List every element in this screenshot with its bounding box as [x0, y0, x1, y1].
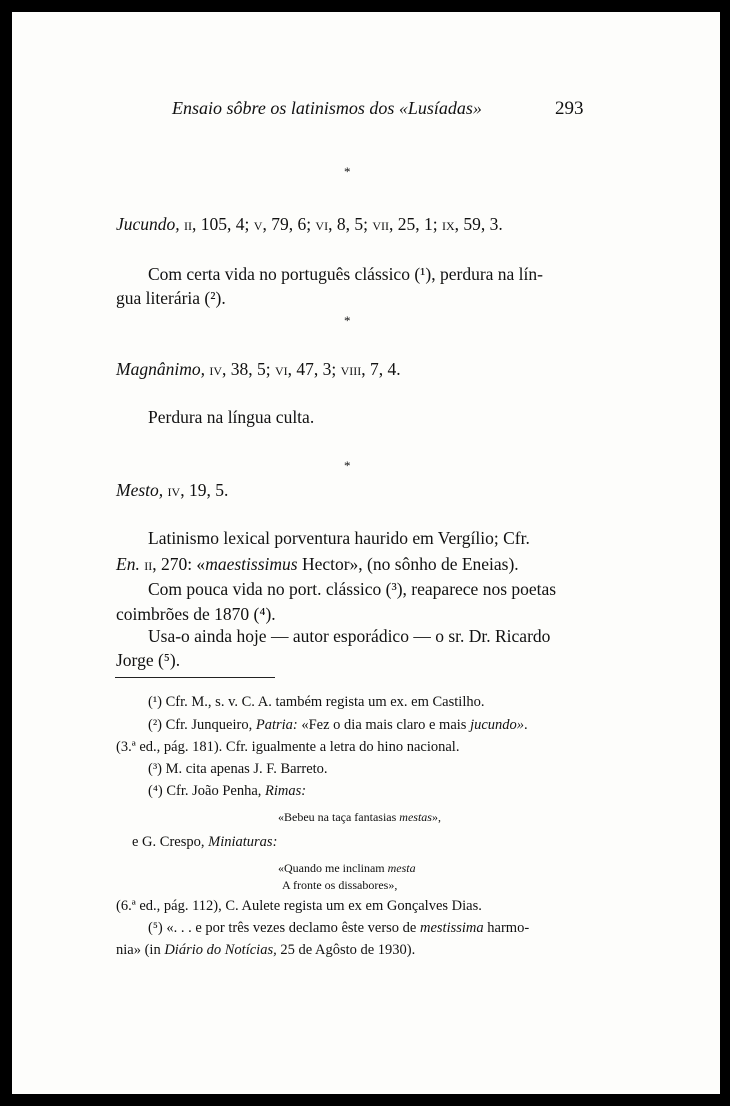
- text-run: 25 de Agôsto de 1930).: [276, 942, 416, 958]
- page-number: 293: [555, 98, 584, 119]
- work-title: Patria:: [255, 717, 298, 733]
- work-title: Miniaturas:: [208, 834, 278, 850]
- citation: iv, 19, 5.: [163, 480, 229, 500]
- entry-magnanimo-heading: [116, 359, 401, 380]
- text-run: «Quando me inclinam: [278, 861, 388, 875]
- verse-quote-2: [278, 861, 416, 876]
- paragraph-line: Com certa vida no português clássico (¹), perdura na lín-: [148, 264, 543, 284]
- section-asterisk: *: [344, 313, 351, 328]
- text-run: «Bebeu na taça fantasias: [278, 810, 400, 824]
- section-asterisk: *: [344, 458, 351, 473]
- work-title: Diário do Notícias,: [164, 942, 277, 958]
- work-title: En.: [116, 554, 140, 574]
- text-run: (⁵) «. . . e por três vezes declamo êste verso de: [148, 920, 420, 936]
- footnote-rule: [115, 677, 275, 678]
- paragraph-line: Jorge (⁵).: [116, 650, 181, 670]
- quoted-word: mesta: [387, 861, 416, 875]
- footnote-4-crespo: [132, 834, 277, 851]
- citation: ii, 105, 4; v, 79, 6; vi, 8, 5; vii, 25, 1; ix, 59, 3.: [179, 214, 503, 234]
- headword: Magnânimo,: [116, 359, 205, 379]
- footnote-2-cont: (3.ª ed., pág. 181). Cfr. igualmente a letra do hino nacional.: [116, 739, 460, 755]
- entry-mesto-heading: [116, 480, 228, 501]
- text-run: Hector», (no sônho de Eneias).: [297, 554, 519, 574]
- text-run: (²) Cfr. Junqueiro,: [148, 717, 256, 733]
- text-run: »,: [431, 810, 441, 824]
- footnote-5: [148, 920, 529, 937]
- citation: ii, 270: «: [139, 554, 206, 574]
- section-asterisk: *: [344, 164, 351, 179]
- running-title: Ensaio sôbre os latinismos dos «Lusíadas»: [172, 98, 482, 118]
- headword: Jucundo,: [116, 214, 180, 234]
- page: [12, 12, 720, 1094]
- footnote-1: (¹) Cfr. M., s. v. C. A. também regista um ex. em Castilho.: [148, 694, 485, 710]
- headword: Mesto,: [116, 480, 164, 500]
- footnote-2: [148, 717, 528, 734]
- text-run: e G. Crespo,: [132, 834, 209, 850]
- text-run: .: [524, 717, 528, 733]
- citation: iv, 38, 5; vi, 47, 3; viii, 7, 4.: [204, 359, 401, 379]
- footnote-5-cont: [116, 942, 415, 959]
- quoted-word: mestas: [399, 810, 432, 824]
- quoted-word: mestissima: [420, 920, 484, 936]
- paragraph-line: coimbrões de 1870 (⁴).: [116, 604, 276, 624]
- work-title: Rimas:: [265, 783, 307, 799]
- latin-quote: maestissimus: [205, 554, 298, 574]
- paragraph-line: gua literária (²).: [116, 288, 226, 308]
- text-run: harmo-: [483, 920, 530, 936]
- quoted-word: jucundo»: [470, 717, 525, 733]
- paragraph-line: Com pouca vida no port. clássico (³), reaparece nos poetas: [148, 579, 557, 599]
- entry-jucundo-heading: [116, 214, 503, 235]
- text-run: nia» (in: [116, 942, 165, 958]
- footnote-4-tail: (6.ª ed., pág. 112), C. Aulete regista um ex em Gonçalves Dias.: [116, 898, 482, 914]
- text-run: (⁴) Cfr. João Penha,: [148, 783, 266, 799]
- paragraph-line: [116, 554, 519, 575]
- footnote-4: [148, 783, 306, 800]
- paragraph-line: Perdura na língua culta.: [148, 407, 315, 427]
- verse-quote-2-line2: A fronte os dissabores»,: [282, 878, 398, 892]
- paragraph-line: Usa-o ainda hoje — autor esporádico — o sr. Dr. Ricardo: [148, 626, 551, 646]
- paragraph-line: Latinismo lexical porventura haurido em Vergílio; Cfr.: [148, 528, 530, 548]
- verse-quote-1: [278, 810, 441, 825]
- text-run: «Fez o dia mais claro e mais: [297, 717, 471, 733]
- footnote-3: (³) M. cita apenas J. F. Barreto.: [148, 761, 328, 777]
